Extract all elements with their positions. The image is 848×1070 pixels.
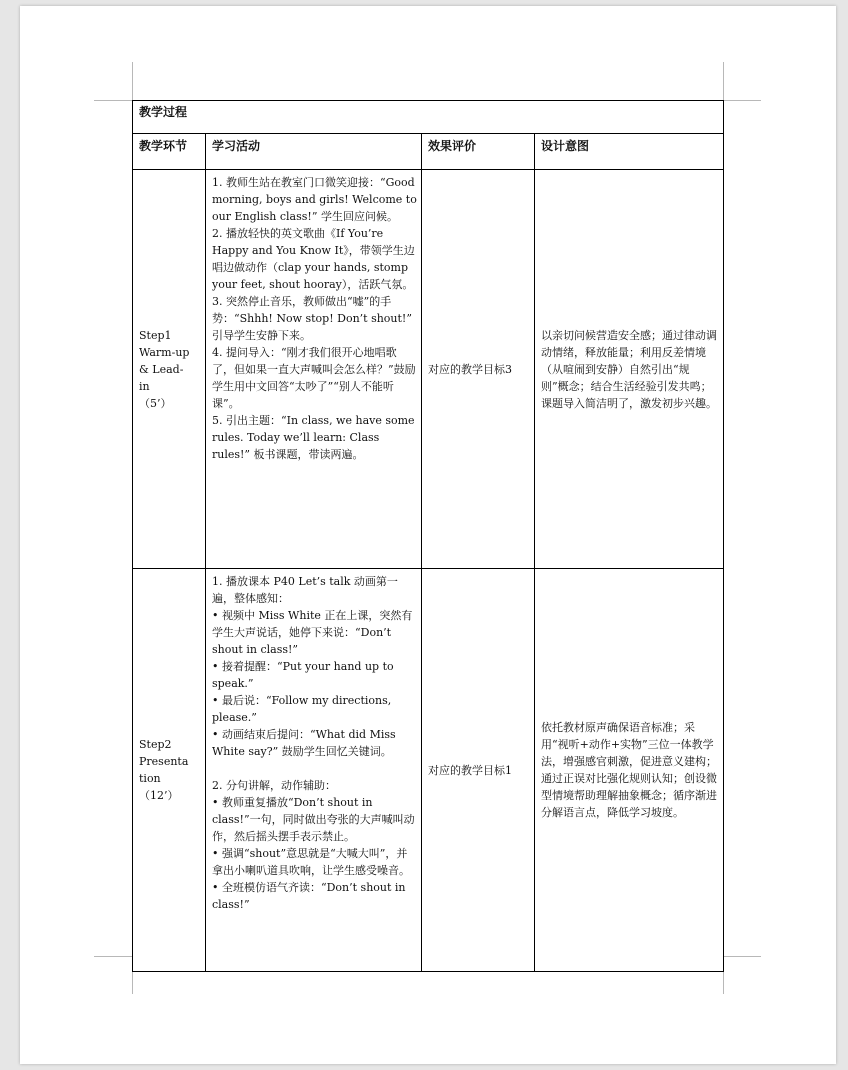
crop-mark <box>723 62 724 100</box>
intent-cell <box>535 170 724 569</box>
activities-cell <box>206 170 422 569</box>
activity-item: 3. 突然停止音乐，教师做出“嘘”的手势：“Shhh! Now stop! Don’t shout!” 引导学生安静下来。 <box>212 295 412 342</box>
evaluation-cell <box>422 170 535 569</box>
activity-item: 2. 播放轻快的英文歌曲《If You’re Happy and You Know It》，带领学生边唱边做动作（clap your hands, stomp your feet, shout hooray），活跃气氛。 <box>212 227 415 291</box>
activity-item: • 接着提醒：“Put your hand up to speak.” <box>212 660 394 690</box>
stage-line: tion <box>139 772 161 785</box>
activity-item: 4. 提问导入：“刚才我们很开心地唱歌了，但如果一直大声喊叫会怎么样？”鼓励学生用中文回答“太吵了”“别人不能听课”。 <box>212 346 416 410</box>
intent-text: 依托教材原声确保语音标准；采用“视听+动作+实物”三位一体教学法，增强感官刺激，促进意义建构；通过正误对比强化规则认知；创设微型情境帮助理解抽象概念；循序渐进分解语言点，降低学习坡度。 <box>541 721 717 819</box>
header-activities: 学习活动 <box>206 134 422 170</box>
activity-item: • 最后说：“Follow my directions, please.” <box>212 694 392 724</box>
table-title-row <box>133 101 724 134</box>
activity-item: • 教师重复播放“Don’t shout in class!”一句，同时做出夸张的大声喊叫动作，然后摇头摆手表示禁止。 <box>212 796 415 843</box>
stage-line: in <box>139 379 150 393</box>
crop-mark <box>723 956 761 957</box>
activity-item: 1. 教师生站在教室门口微笑迎接：“Good morning, boys and girls! Welcome to our English class!” 学生回应问候。 <box>212 176 417 223</box>
header-intent: 设计意图 <box>535 134 724 170</box>
stage-line: Step1 <box>139 328 172 342</box>
crop-mark <box>94 956 132 957</box>
crop-mark <box>723 100 761 101</box>
activity-item: • 强调“shout”意思就是“大喊大叫”，并拿出小喇叭道具吹响，让学生感受噪音。 <box>212 847 410 877</box>
crop-mark <box>132 62 133 100</box>
document-page <box>20 6 836 1064</box>
stage-cell <box>133 170 206 569</box>
intent-text: 以亲切问候营造安全感；通过律动调动情绪，释放能量；利用反差情境（从喧闹到安静）自然引出“规则”概念；结合生活经验引发共鸣；课题导入简洁明了，激发初步兴趣。 <box>541 328 717 410</box>
stage-line: （5’） <box>139 396 172 410</box>
activities-cell <box>206 569 422 972</box>
stage-line: （12’） <box>139 789 179 802</box>
evaluation-cell <box>422 569 535 972</box>
evaluation-text: 对应的教学目标1 <box>428 763 512 777</box>
header-stage: 教学环节 <box>133 134 206 170</box>
teaching-process-table <box>132 100 724 972</box>
header-evaluation: 效果评价 <box>422 134 535 170</box>
table-header-row <box>133 134 724 170</box>
stage-line: Presenta <box>139 755 189 768</box>
stage-cell <box>133 569 206 972</box>
intent-cell <box>535 569 724 972</box>
table-row <box>133 569 724 972</box>
activity-item: 1. 播放课本 P40 Let’s talk 动画第一遍，整体感知： <box>212 575 398 605</box>
activity-item: 2. 分句讲解，动作辅助： <box>212 779 336 792</box>
activity-item: • 视频中 Miss White 正在上课，突然有学生大声说话，她停下来说：“Don’t shout in class!” <box>212 609 413 656</box>
crop-mark <box>94 100 132 101</box>
activity-item: • 动画结束后提问：“What did Miss White say?” 鼓励学生回忆关键词。 <box>212 728 396 758</box>
activity-item: 5. 引出主题：“In class, we have some rules. Today we’ll learn: Class rules!” 板书课题，带读两遍。 <box>212 414 415 461</box>
stage-line: Warm-up <box>139 345 190 359</box>
stage-line: & Lead- <box>139 362 184 376</box>
blank-line <box>212 760 417 777</box>
stage-line: Step2 <box>139 738 172 751</box>
activity-item: • 全班模仿语气齐读：“Don’t shout in class!” <box>212 881 406 911</box>
table-title: 教学过程 <box>133 101 724 134</box>
evaluation-text: 对应的教学目标3 <box>428 362 512 376</box>
table-row <box>133 170 724 569</box>
